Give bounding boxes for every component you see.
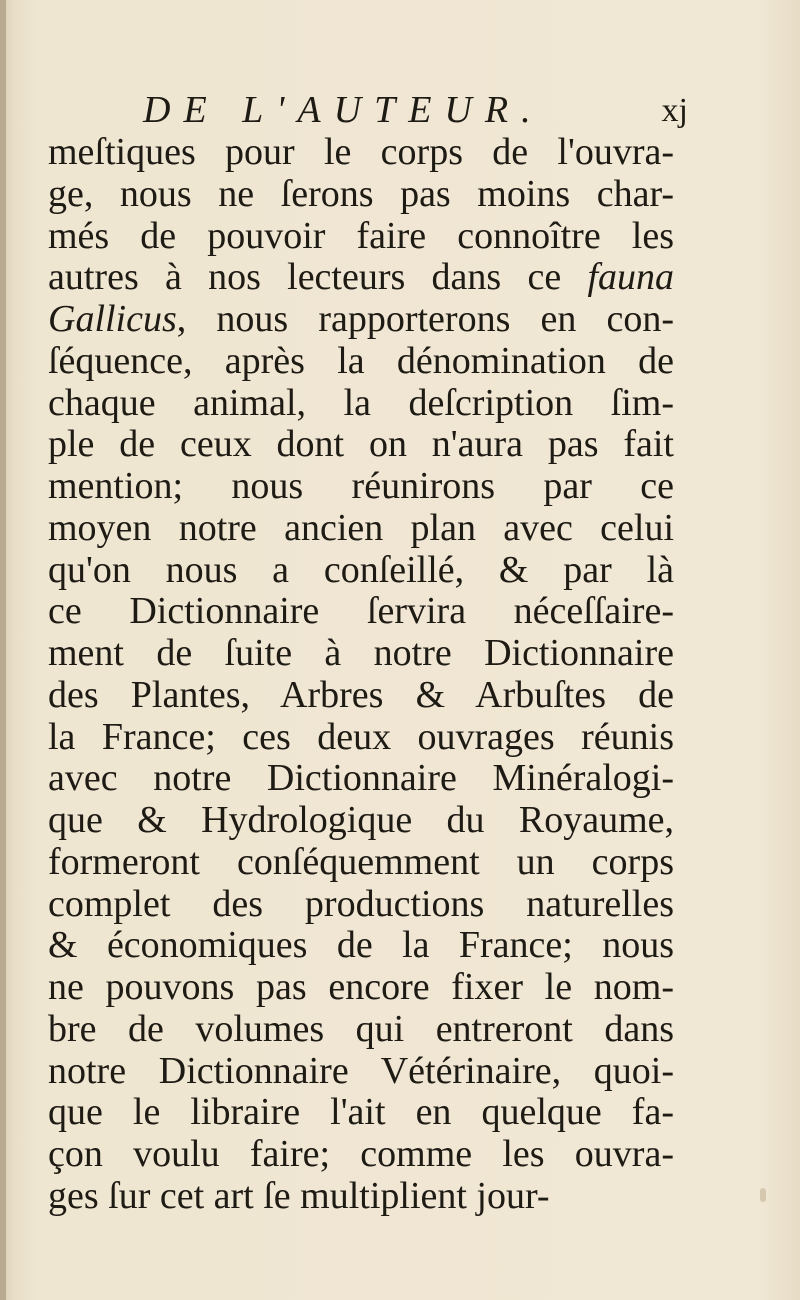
- italic-term: fauna: [587, 256, 674, 299]
- text-line: ge, nous ne ſerons pas moins char-: [48, 172, 674, 215]
- text-line: que le libraire l'ait en quelque fa-: [48, 1091, 674, 1134]
- text-line: des Plantes, Arbres & Arbuſtes de: [48, 673, 674, 716]
- text-line: mention; nous réunirons par ce: [48, 465, 674, 507]
- text-line: ple de ceux dont on n'aura pas fait: [48, 423, 674, 466]
- text-line: bre de volumes qui entreront dans: [48, 1007, 674, 1050]
- italic-term: Gallicus: [48, 298, 177, 340]
- paper-mark: [760, 1188, 766, 1202]
- page-header: [48, 88, 688, 136]
- body-text: [48, 132, 674, 1218]
- text-line: chaque animal, la deſcription ſim-: [48, 381, 674, 424]
- running-head: DE L'AUTEUR.: [143, 89, 544, 131]
- text-line: ce Dictionnaire ſervira néceſſaire-: [48, 590, 674, 633]
- binding-gutter: [0, 0, 6, 1300]
- text-line: ne pouvons pas encore fixer le nom-: [48, 966, 674, 1008]
- text-line: ſéquence, après la dénomination de: [48, 339, 674, 382]
- text-line: que & Hydrologique du Royaume,: [48, 799, 674, 841]
- text-line: avec notre Dictionnaire Minéralogi-: [48, 757, 674, 800]
- text-line: meſtiques pour le corps de l'ouvra-: [48, 131, 674, 173]
- page-number: xj: [661, 92, 688, 129]
- text-line: çon voulu faire; comme les ouvra-: [48, 1133, 674, 1175]
- text-line: & économiques de la France; nous: [48, 924, 674, 967]
- text-line: Gallicus, nous rapporterons en con-: [48, 298, 674, 340]
- text-line: formeront conſéquemment un corps: [48, 840, 674, 883]
- text-line: notre Dictionnaire Vétérinaire, quoi-: [48, 1049, 674, 1092]
- text-line: més de pouvoir faire connoître les: [48, 214, 674, 257]
- text-line: ges ſur cet art ſe multiplient jour-: [48, 1174, 550, 1217]
- text-line: moyen notre ancien plan avec celui: [48, 506, 674, 549]
- text-line: complet des productions naturelles: [48, 882, 674, 925]
- text-line: ment de ſuite à notre Dictionnaire: [48, 632, 674, 674]
- text-line: autres à nos lecteurs dans ce fauna: [48, 256, 674, 299]
- text-line: qu'on nous a conſeillé, & par là: [48, 548, 674, 591]
- text-line: la France; ces deux ouvrages réunis: [48, 715, 674, 758]
